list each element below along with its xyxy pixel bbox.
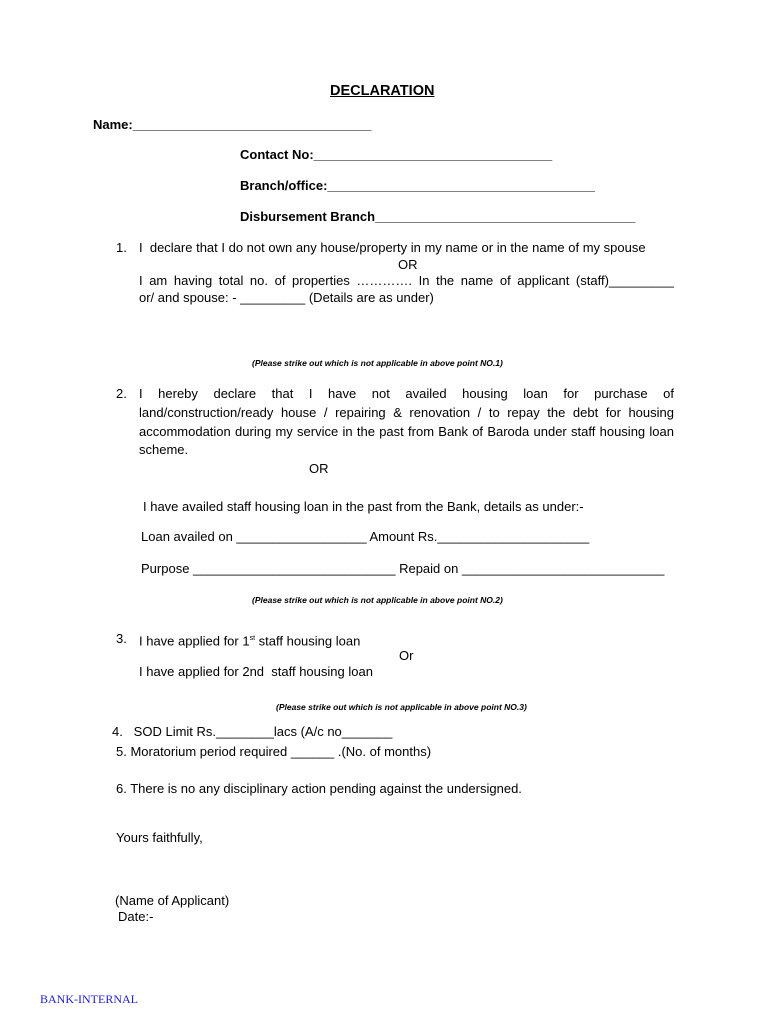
item1-line2: I am having total no. of properties …………. In the name of applicant (staff)_________ [139, 273, 674, 288]
item3-number: 3. [116, 631, 127, 646]
item2-line3: accommodation during my service in the past from Bank of Baroda under staff housing loan [139, 424, 674, 439]
applicant-name-label: (Name of Applicant) [115, 893, 230, 908]
item2-line5: I have availed staff housing loan in the past from the Bank, details as under:- [143, 499, 584, 514]
item3-superscript: st [249, 635, 256, 642]
item2-or: OR [309, 461, 329, 476]
classification-footer: BANK-INTERNAL [40, 992, 138, 1006]
closing-text: Yours faithfully, [116, 830, 203, 845]
item1-or: OR [398, 257, 418, 272]
document-title: DECLARATION [330, 83, 435, 99]
item3-or: Or [399, 648, 414, 663]
item1-line3: or/ and spouse: - _________ (Details are as under) [139, 290, 434, 305]
loan-availed-line: Loan availed on __________________ Amount Rs._____________________ [141, 529, 590, 544]
item3-note: (Please strike out which is not applicable in above point NO.3) [276, 702, 527, 712]
item2-number: 2. [116, 386, 127, 401]
item1-note: (Please strike out which is not applicable in above point NO.1) [252, 358, 503, 368]
item3-line1-pre: I have applied for 1 [139, 633, 250, 649]
disbursement-field: Disbursement Branch____________________________________ [240, 209, 636, 224]
item3-line1-post: staff housing loan [255, 633, 361, 649]
branch-field: Branch/office:_____________________________________ [240, 178, 595, 193]
item5-moratorium: 5. Moratorium period required ______ .(No. of months) [116, 744, 432, 759]
item1-line1: I declare that I do not own any house/property in my name or in the name of my spouse [139, 240, 646, 255]
item3-line2: I have applied for 2nd staff housing loan [139, 664, 373, 679]
item1-number: 1. [116, 240, 127, 255]
item2-line1: I hereby declare that I have not availed housing loan for purchase of [139, 386, 674, 401]
item2-line4: scheme. [139, 442, 189, 457]
name-field: Name:_________________________________ [93, 117, 372, 132]
contact-field: Contact No:_________________________________ [240, 147, 553, 162]
item6-disciplinary: 6. There is no any disciplinary action pending against the undersigned. [116, 781, 522, 796]
item3-line1 [139, 631, 360, 649]
item4-sod-limit: 4. SOD Limit Rs.________lacs (A/c no_______ [112, 724, 393, 739]
item2-note: (Please strike out which is not applicable in above point NO.2) [252, 595, 503, 605]
purpose-repaid-line: Purpose ____________________________ Repaid on ____________________________ [141, 561, 665, 576]
date-label: Date:- [118, 909, 154, 924]
item2-line2: land/construction/ready house / repairing & renovation / to repay the debt for housing [139, 405, 674, 420]
